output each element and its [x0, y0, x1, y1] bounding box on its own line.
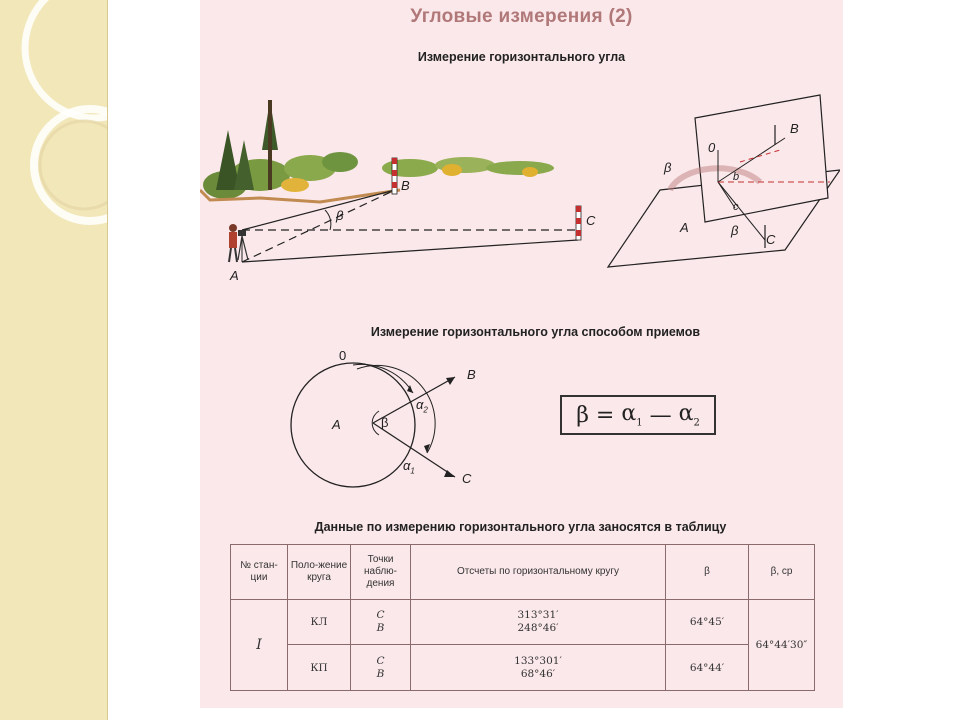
beta-cell: 64°45′	[666, 600, 749, 645]
plane-label-beta-left: β	[664, 160, 672, 175]
plane-label-0: 0	[708, 140, 716, 155]
formula-minus: —	[649, 402, 672, 428]
points-cell: C B	[351, 645, 411, 691]
formula-equals: =	[595, 402, 615, 428]
plane-label-c-lower: c	[733, 201, 739, 213]
header-circle-position: Поло-жение круга	[288, 545, 351, 600]
plane-label-a: A	[680, 220, 689, 235]
measurement-table	[230, 544, 815, 691]
station-cell: I	[231, 600, 288, 691]
position-cell: КЛ	[288, 600, 351, 645]
circle-label-alpha1: $\alpha_1$	[403, 458, 415, 476]
beta-formula-box	[560, 395, 716, 435]
points-cell: C B	[351, 600, 411, 645]
plane-label-b-lower: b	[733, 171, 740, 183]
field-label-a: A	[230, 268, 239, 283]
header-station: № стан-ции	[231, 545, 288, 600]
readings-cell: 313°31′ 248°46′	[411, 600, 666, 645]
field-scene-illustration	[200, 90, 620, 290]
subtitle-method-of-sets: Измерение горизонтального угла способом приемов	[370, 325, 701, 339]
slide-title: Угловые измерения (2)	[410, 6, 633, 27]
header-observation-points: Точки наблю-дения	[351, 545, 411, 600]
field-label-b: B	[401, 178, 410, 193]
subtitle-horizontal-angle: Измерение горизонтального угла	[417, 50, 626, 64]
header-readings: Отсчеты по горизонтальному кругу	[411, 545, 666, 600]
table-row	[231, 645, 815, 691]
formula-alpha1: $\alpha_1$	[621, 401, 643, 429]
circle-label-alpha2: $\alpha_2$	[416, 397, 428, 415]
position-cell: КП	[288, 645, 351, 691]
header-beta: β	[666, 545, 749, 600]
table-header-row	[231, 545, 815, 600]
circle-label-a: A	[332, 417, 341, 432]
formula-beta: β	[576, 402, 589, 428]
beta-avg-cell: 64°44′30″	[749, 600, 815, 691]
plane-projection-diagram	[600, 90, 840, 280]
plane-label-c-upper: C	[766, 232, 776, 247]
table-row	[231, 600, 815, 645]
circle-label-c: C	[462, 471, 472, 486]
beta-cell: 64°44′	[666, 645, 749, 691]
circle-label-beta: β	[381, 415, 389, 430]
slide-canvas	[200, 0, 843, 708]
decorative-side-band	[0, 0, 108, 720]
plane-label-beta-right: β	[731, 223, 739, 238]
field-label-c: C	[586, 213, 596, 228]
tree-line	[200, 100, 554, 202]
readings-cell: 133°301′ 68°46′	[411, 645, 666, 691]
decorative-rings	[0, 0, 107, 720]
plane-label-b-upper: B	[790, 121, 799, 136]
circle-label-0: 0	[339, 348, 347, 363]
header-beta-avg: β, ср	[749, 545, 815, 600]
formula-alpha2: $\alpha_2$	[678, 401, 700, 429]
field-label-beta: β	[336, 208, 344, 223]
subtitle-table-intro: Данные по измерению горизонтального угла заносятся в таблицу	[314, 520, 727, 534]
circle-label-b: B	[467, 367, 476, 382]
